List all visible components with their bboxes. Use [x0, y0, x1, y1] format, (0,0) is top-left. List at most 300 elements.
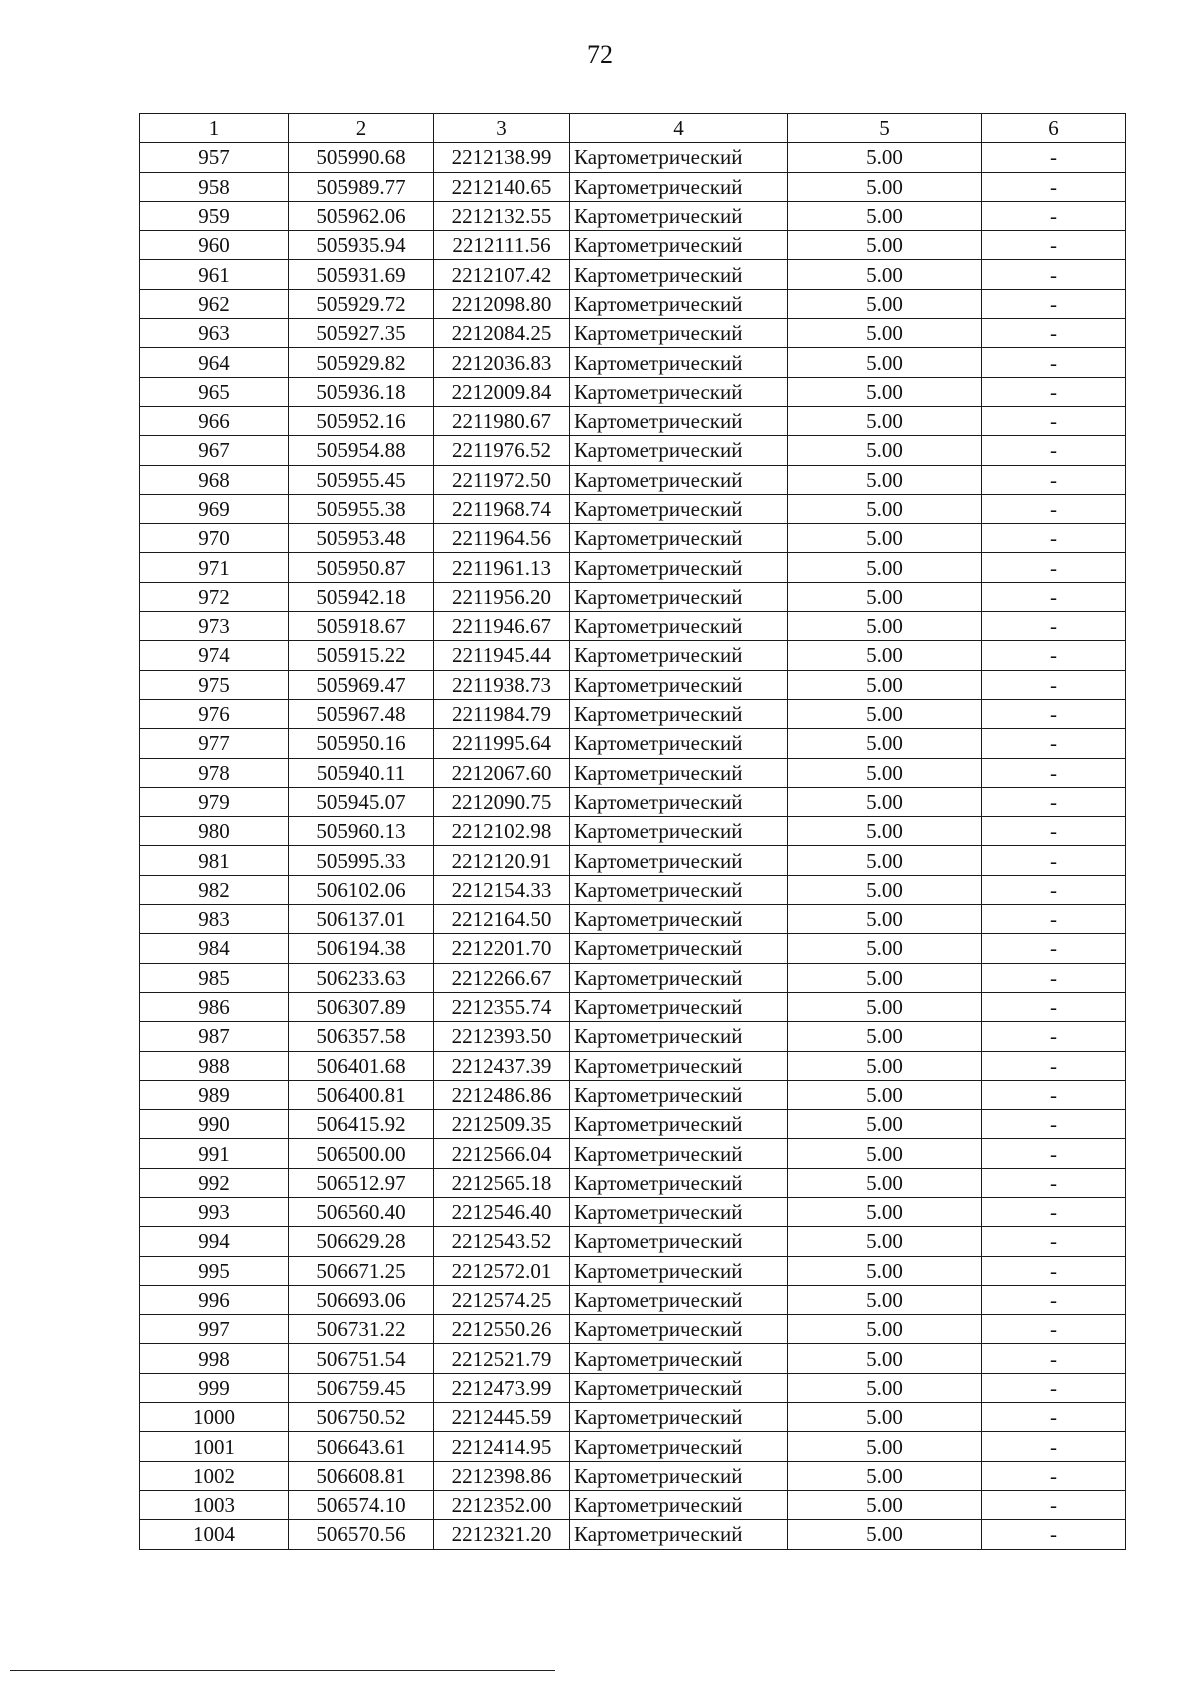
method-cell: Картометрический [570, 612, 788, 641]
accuracy-cell: 5.00 [788, 436, 982, 465]
method-cell: Картометрический [570, 436, 788, 465]
x-coordinate-cell: 506629.28 [289, 1227, 434, 1256]
point-number-cell: 990 [140, 1110, 289, 1139]
accuracy-cell: 5.00 [788, 1403, 982, 1432]
table-row [140, 231, 1126, 260]
x-coordinate-cell: 505950.16 [289, 729, 434, 758]
method-cell: Картометрический [570, 699, 788, 728]
accuracy-cell: 5.00 [788, 1197, 982, 1226]
accuracy-cell: 5.00 [788, 875, 982, 904]
y-coordinate-cell: 2212132.55 [434, 201, 570, 230]
point-number-cell: 963 [140, 319, 289, 348]
accuracy-cell: 5.00 [788, 641, 982, 670]
point-number-cell: 987 [140, 1022, 289, 1051]
x-coordinate-cell: 505967.48 [289, 699, 434, 728]
method-cell: Картометрический [570, 377, 788, 406]
table-row [140, 787, 1126, 816]
x-coordinate-cell: 505952.16 [289, 406, 434, 435]
note-cell: - [982, 1051, 1126, 1080]
point-number-cell: 972 [140, 582, 289, 611]
method-cell: Картометрический [570, 1197, 788, 1226]
x-coordinate-cell: 506357.58 [289, 1022, 434, 1051]
table-row [140, 1139, 1126, 1168]
table-row [140, 612, 1126, 641]
point-number-cell: 965 [140, 377, 289, 406]
table-row [140, 1520, 1126, 1549]
point-number-cell: 999 [140, 1373, 289, 1402]
note-cell: - [982, 1373, 1126, 1402]
y-coordinate-cell: 2211972.50 [434, 465, 570, 494]
method-cell: Картометрический [570, 1227, 788, 1256]
table-row [140, 465, 1126, 494]
x-coordinate-cell: 505927.35 [289, 319, 434, 348]
note-cell: - [982, 231, 1126, 260]
table-row [140, 289, 1126, 318]
point-number-cell: 976 [140, 699, 289, 728]
note-cell: - [982, 699, 1126, 728]
y-coordinate-cell: 2212473.99 [434, 1373, 570, 1402]
point-number-cell: 984 [140, 934, 289, 963]
note-cell: - [982, 1344, 1126, 1373]
accuracy-cell: 5.00 [788, 1461, 982, 1490]
y-coordinate-cell: 2212164.50 [434, 905, 570, 934]
y-coordinate-cell: 2211945.44 [434, 641, 570, 670]
x-coordinate-cell: 506570.56 [289, 1520, 434, 1549]
x-coordinate-cell: 506233.63 [289, 963, 434, 992]
y-coordinate-cell: 2212550.26 [434, 1315, 570, 1344]
point-number-cell: 960 [140, 231, 289, 260]
x-coordinate-cell: 505942.18 [289, 582, 434, 611]
x-coordinate-cell: 506693.06 [289, 1285, 434, 1314]
note-cell: - [982, 1490, 1126, 1519]
accuracy-cell: 5.00 [788, 1080, 982, 1109]
accuracy-cell: 5.00 [788, 1022, 982, 1051]
method-cell: Картометрический [570, 905, 788, 934]
method-cell: Картометрический [570, 143, 788, 172]
method-cell: Картометрический [570, 1051, 788, 1080]
table-row [140, 406, 1126, 435]
y-coordinate-cell: 2212509.35 [434, 1110, 570, 1139]
x-coordinate-cell: 506401.68 [289, 1051, 434, 1080]
table-row [140, 377, 1126, 406]
table-row [140, 817, 1126, 846]
accuracy-cell: 5.00 [788, 1256, 982, 1285]
note-cell: - [982, 846, 1126, 875]
accuracy-cell: 5.00 [788, 1285, 982, 1314]
method-cell: Картометрический [570, 1373, 788, 1402]
table-row [140, 524, 1126, 553]
y-coordinate-cell: 2212321.20 [434, 1520, 570, 1549]
y-coordinate-cell: 2212352.00 [434, 1490, 570, 1519]
method-cell: Картометрический [570, 963, 788, 992]
accuracy-cell: 5.00 [788, 905, 982, 934]
accuracy-cell: 5.00 [788, 817, 982, 846]
method-cell: Картометрический [570, 260, 788, 289]
table-row [140, 699, 1126, 728]
note-cell: - [982, 963, 1126, 992]
accuracy-cell: 5.00 [788, 289, 982, 318]
method-cell: Картометрический [570, 1461, 788, 1490]
point-number-cell: 977 [140, 729, 289, 758]
accuracy-cell: 5.00 [788, 553, 982, 582]
table-row [140, 201, 1126, 230]
note-cell: - [982, 1256, 1126, 1285]
table-row [140, 319, 1126, 348]
note-cell: - [982, 465, 1126, 494]
note-cell: - [982, 348, 1126, 377]
table-row [140, 1373, 1126, 1402]
point-number-cell: 975 [140, 670, 289, 699]
point-number-cell: 974 [140, 641, 289, 670]
y-coordinate-cell: 2212138.99 [434, 143, 570, 172]
method-cell: Картометрический [570, 1315, 788, 1344]
table-row [140, 1315, 1126, 1344]
table-row [140, 1403, 1126, 1432]
accuracy-cell: 5.00 [788, 406, 982, 435]
accuracy-cell: 5.00 [788, 260, 982, 289]
accuracy-cell: 5.00 [788, 963, 982, 992]
point-number-cell: 994 [140, 1227, 289, 1256]
note-cell: - [982, 641, 1126, 670]
y-coordinate-cell: 2211976.52 [434, 436, 570, 465]
accuracy-cell: 5.00 [788, 494, 982, 523]
y-coordinate-cell: 2212084.25 [434, 319, 570, 348]
y-coordinate-cell: 2212120.91 [434, 846, 570, 875]
y-coordinate-cell: 2212543.52 [434, 1227, 570, 1256]
note-cell: - [982, 1168, 1126, 1197]
y-coordinate-cell: 2212067.60 [434, 758, 570, 787]
method-cell: Картометрический [570, 1403, 788, 1432]
note-cell: - [982, 934, 1126, 963]
note-cell: - [982, 260, 1126, 289]
method-cell: Картометрический [570, 553, 788, 582]
table-body [140, 143, 1126, 1549]
y-coordinate-cell: 2212009.84 [434, 377, 570, 406]
note-cell: - [982, 436, 1126, 465]
y-coordinate-cell: 2211946.67 [434, 612, 570, 641]
point-number-cell: 968 [140, 465, 289, 494]
method-cell: Картометрический [570, 992, 788, 1021]
table-row [140, 1344, 1126, 1373]
x-coordinate-cell: 505955.45 [289, 465, 434, 494]
y-coordinate-cell: 2212445.59 [434, 1403, 570, 1432]
y-coordinate-cell: 2212572.01 [434, 1256, 570, 1285]
y-coordinate-cell: 2212201.70 [434, 934, 570, 963]
point-number-cell: 966 [140, 406, 289, 435]
point-number-cell: 1003 [140, 1490, 289, 1519]
method-cell: Картометрический [570, 1344, 788, 1373]
x-coordinate-cell: 505955.38 [289, 494, 434, 523]
point-number-cell: 979 [140, 787, 289, 816]
accuracy-cell: 5.00 [788, 524, 982, 553]
y-coordinate-cell: 2211938.73 [434, 670, 570, 699]
y-coordinate-cell: 2211984.79 [434, 699, 570, 728]
point-number-cell: 1001 [140, 1432, 289, 1461]
note-cell: - [982, 758, 1126, 787]
method-cell: Картометрический [570, 172, 788, 201]
x-coordinate-cell: 506512.97 [289, 1168, 434, 1197]
accuracy-cell: 5.00 [788, 612, 982, 641]
method-cell: Картометрический [570, 348, 788, 377]
method-cell: Картометрический [570, 1285, 788, 1314]
method-cell: Картометрический [570, 1256, 788, 1285]
y-coordinate-cell: 2212393.50 [434, 1022, 570, 1051]
point-number-cell: 989 [140, 1080, 289, 1109]
method-cell: Картометрический [570, 875, 788, 904]
x-coordinate-cell: 505962.06 [289, 201, 434, 230]
point-number-cell: 962 [140, 289, 289, 318]
x-coordinate-cell: 505945.07 [289, 787, 434, 816]
table-row [140, 1285, 1126, 1314]
header-cell-point-number: 1 [140, 114, 289, 143]
accuracy-cell: 5.00 [788, 1110, 982, 1139]
method-cell: Картометрический [570, 1022, 788, 1051]
note-cell: - [982, 875, 1126, 904]
point-number-cell: 1000 [140, 1403, 289, 1432]
method-cell: Картометрический [570, 787, 788, 816]
note-cell: - [982, 1432, 1126, 1461]
table-row [140, 1197, 1126, 1226]
accuracy-cell: 5.00 [788, 992, 982, 1021]
point-number-cell: 971 [140, 553, 289, 582]
point-number-cell: 995 [140, 1256, 289, 1285]
accuracy-cell: 5.00 [788, 1168, 982, 1197]
note-cell: - [982, 729, 1126, 758]
accuracy-cell: 5.00 [788, 348, 982, 377]
table-row [140, 582, 1126, 611]
x-coordinate-cell: 505936.18 [289, 377, 434, 406]
point-number-cell: 958 [140, 172, 289, 201]
x-coordinate-cell: 506671.25 [289, 1256, 434, 1285]
x-coordinate-cell: 505953.48 [289, 524, 434, 553]
x-coordinate-cell: 506750.52 [289, 1403, 434, 1432]
method-cell: Картометрический [570, 1110, 788, 1139]
note-cell: - [982, 1315, 1126, 1344]
accuracy-cell: 5.00 [788, 1139, 982, 1168]
x-coordinate-cell: 505918.67 [289, 612, 434, 641]
table-row [140, 1227, 1126, 1256]
table-row [140, 553, 1126, 582]
table-row [140, 1022, 1126, 1051]
coordinates-table [139, 113, 1126, 1550]
note-cell: - [982, 524, 1126, 553]
accuracy-cell: 5.00 [788, 582, 982, 611]
method-cell: Картометрический [570, 641, 788, 670]
table-row [140, 1432, 1126, 1461]
accuracy-cell: 5.00 [788, 172, 982, 201]
point-number-cell: 983 [140, 905, 289, 934]
accuracy-cell: 5.00 [788, 201, 982, 230]
header-cell-x: 2 [289, 114, 434, 143]
y-coordinate-cell: 2212414.95 [434, 1432, 570, 1461]
method-cell: Картометрический [570, 1139, 788, 1168]
method-cell: Картометрический [570, 1168, 788, 1197]
method-cell: Картометрический [570, 846, 788, 875]
x-coordinate-cell: 506500.00 [289, 1139, 434, 1168]
x-coordinate-cell: 506102.06 [289, 875, 434, 904]
note-cell: - [982, 1197, 1126, 1226]
y-coordinate-cell: 2212566.04 [434, 1139, 570, 1168]
note-cell: - [982, 670, 1126, 699]
method-cell: Картометрический [570, 1520, 788, 1549]
table-row [140, 934, 1126, 963]
table-row [140, 348, 1126, 377]
footer-rule [10, 1670, 555, 1671]
note-cell: - [982, 143, 1126, 172]
y-coordinate-cell: 2212266.67 [434, 963, 570, 992]
method-cell: Картометрический [570, 1080, 788, 1109]
accuracy-cell: 5.00 [788, 934, 982, 963]
accuracy-cell: 5.00 [788, 699, 982, 728]
table-row [140, 172, 1126, 201]
accuracy-cell: 5.00 [788, 143, 982, 172]
method-cell: Картометрический [570, 494, 788, 523]
table-row [140, 875, 1126, 904]
table-row [140, 143, 1126, 172]
x-coordinate-cell: 505995.33 [289, 846, 434, 875]
note-cell: - [982, 582, 1126, 611]
x-coordinate-cell: 505931.69 [289, 260, 434, 289]
note-cell: - [982, 172, 1126, 201]
point-number-cell: 961 [140, 260, 289, 289]
y-coordinate-cell: 2211980.67 [434, 406, 570, 435]
method-cell: Картометрический [570, 670, 788, 699]
y-coordinate-cell: 2211995.64 [434, 729, 570, 758]
accuracy-cell: 5.00 [788, 319, 982, 348]
point-number-cell: 982 [140, 875, 289, 904]
point-number-cell: 969 [140, 494, 289, 523]
x-coordinate-cell: 505929.72 [289, 289, 434, 318]
y-coordinate-cell: 2211968.74 [434, 494, 570, 523]
x-coordinate-cell: 506194.38 [289, 934, 434, 963]
method-cell: Картометрический [570, 934, 788, 963]
y-coordinate-cell: 2212437.39 [434, 1051, 570, 1080]
table-header [140, 114, 1126, 143]
y-coordinate-cell: 2212036.83 [434, 348, 570, 377]
note-cell: - [982, 289, 1126, 318]
note-cell: - [982, 787, 1126, 816]
point-number-cell: 970 [140, 524, 289, 553]
x-coordinate-cell: 505989.77 [289, 172, 434, 201]
note-cell: - [982, 1022, 1126, 1051]
table-row [140, 846, 1126, 875]
table-row [140, 670, 1126, 699]
y-coordinate-cell: 2212398.86 [434, 1461, 570, 1490]
table-row [140, 1256, 1126, 1285]
note-cell: - [982, 905, 1126, 934]
table-row [140, 1110, 1126, 1139]
y-coordinate-cell: 2212102.98 [434, 817, 570, 846]
accuracy-cell: 5.00 [788, 231, 982, 260]
note-cell: - [982, 1227, 1126, 1256]
note-cell: - [982, 553, 1126, 582]
y-coordinate-cell: 2212521.79 [434, 1344, 570, 1373]
table-row [140, 992, 1126, 1021]
accuracy-cell: 5.00 [788, 1373, 982, 1402]
x-coordinate-cell: 505929.82 [289, 348, 434, 377]
note-cell: - [982, 1110, 1126, 1139]
point-number-cell: 964 [140, 348, 289, 377]
accuracy-cell: 5.00 [788, 758, 982, 787]
method-cell: Картометрический [570, 582, 788, 611]
point-number-cell: 959 [140, 201, 289, 230]
point-number-cell: 967 [140, 436, 289, 465]
point-number-cell: 981 [140, 846, 289, 875]
point-number-cell: 986 [140, 992, 289, 1021]
point-number-cell: 991 [140, 1139, 289, 1168]
method-cell: Картометрический [570, 319, 788, 348]
y-coordinate-cell: 2212090.75 [434, 787, 570, 816]
y-coordinate-cell: 2212546.40 [434, 1197, 570, 1226]
accuracy-cell: 5.00 [788, 1490, 982, 1519]
accuracy-cell: 5.00 [788, 1432, 982, 1461]
x-coordinate-cell: 506400.81 [289, 1080, 434, 1109]
x-coordinate-cell: 505960.13 [289, 817, 434, 846]
accuracy-cell: 5.00 [788, 1051, 982, 1080]
accuracy-cell: 5.00 [788, 377, 982, 406]
x-coordinate-cell: 506759.45 [289, 1373, 434, 1402]
method-cell: Картометрический [570, 817, 788, 846]
accuracy-cell: 5.00 [788, 670, 982, 699]
accuracy-cell: 5.00 [788, 846, 982, 875]
y-coordinate-cell: 2212140.65 [434, 172, 570, 201]
note-cell: - [982, 992, 1126, 1021]
table-row [140, 963, 1126, 992]
note-cell: - [982, 377, 1126, 406]
x-coordinate-cell: 505954.88 [289, 436, 434, 465]
point-number-cell: 992 [140, 1168, 289, 1197]
point-number-cell: 985 [140, 963, 289, 992]
method-cell: Картометрический [570, 201, 788, 230]
y-coordinate-cell: 2211964.56 [434, 524, 570, 553]
x-coordinate-cell: 506643.61 [289, 1432, 434, 1461]
accuracy-cell: 5.00 [788, 729, 982, 758]
note-cell: - [982, 1461, 1126, 1490]
note-cell: - [982, 319, 1126, 348]
header-cell-accuracy: 5 [788, 114, 982, 143]
note-cell: - [982, 612, 1126, 641]
note-cell: - [982, 1080, 1126, 1109]
accuracy-cell: 5.00 [788, 1344, 982, 1373]
table-row [140, 1080, 1126, 1109]
table-row [140, 905, 1126, 934]
x-coordinate-cell: 505935.94 [289, 231, 434, 260]
y-coordinate-cell: 2212355.74 [434, 992, 570, 1021]
method-cell: Картометрический [570, 465, 788, 494]
x-coordinate-cell: 506560.40 [289, 1197, 434, 1226]
table-row [140, 494, 1126, 523]
point-number-cell: 988 [140, 1051, 289, 1080]
y-coordinate-cell: 2212574.25 [434, 1285, 570, 1314]
x-coordinate-cell: 505969.47 [289, 670, 434, 699]
point-number-cell: 996 [140, 1285, 289, 1314]
method-cell: Картометрический [570, 289, 788, 318]
table-row [140, 260, 1126, 289]
point-number-cell: 957 [140, 143, 289, 172]
x-coordinate-cell: 506415.92 [289, 1110, 434, 1139]
x-coordinate-cell: 506137.01 [289, 905, 434, 934]
x-coordinate-cell: 506731.22 [289, 1315, 434, 1344]
y-coordinate-cell: 2211956.20 [434, 582, 570, 611]
point-number-cell: 1004 [140, 1520, 289, 1549]
table-row [140, 1490, 1126, 1519]
x-coordinate-cell: 505915.22 [289, 641, 434, 670]
table-row [140, 1168, 1126, 1197]
point-number-cell: 998 [140, 1344, 289, 1373]
page-number: 72 [587, 40, 613, 69]
method-cell: Картометрический [570, 231, 788, 260]
note-cell: - [982, 494, 1126, 523]
